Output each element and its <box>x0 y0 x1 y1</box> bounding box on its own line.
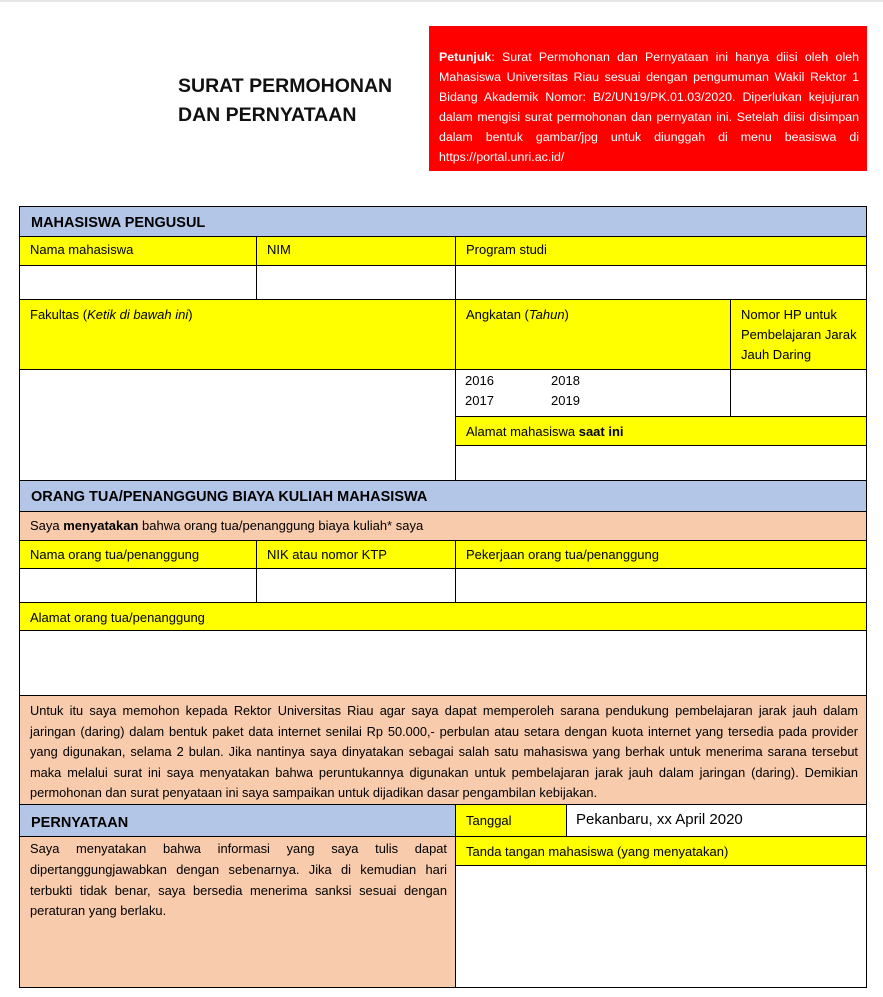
year-option-2018[interactable]: 2018 <box>551 373 580 388</box>
fakultas-label-close: ) <box>188 307 193 322</box>
instruction-box <box>429 26 867 171</box>
tanggal-label: Tanggal <box>455 804 567 837</box>
title-line-1: SURAT PERMOHONAN <box>178 75 393 97</box>
nama-mahasiswa-label: Nama mahasiswa <box>19 236 257 266</box>
statement-pre: Saya <box>30 518 64 533</box>
alamat-mahasiswa-field[interactable] <box>455 445 867 481</box>
nomor-hp-label: Nomor HP untuk Pembelajaran Jarak Jauh Daring <box>730 299 867 370</box>
statement-post: bahwa orang tua/penanggung biaya kuliah* saya <box>138 518 424 533</box>
nim-label: NIM <box>256 236 456 266</box>
angkatan-label-close: ) <box>564 307 569 322</box>
fakultas-label <box>19 299 456 370</box>
year-option-2017[interactable]: 2017 <box>465 393 494 408</box>
nomor-hp-field[interactable] <box>730 369 867 417</box>
nik-field[interactable] <box>256 568 456 603</box>
program-studi-field[interactable] <box>455 265 867 300</box>
angkatan-label-text: Angkatan ( <box>466 307 529 322</box>
tanda-tangan-label: Tanda tangan mahasiswa (yang menyatakan) <box>455 836 867 866</box>
document-title <box>178 72 438 130</box>
top-rule <box>0 0 883 2</box>
alamat-ortu-label: Alamat orang tua/penanggung <box>19 602 867 631</box>
section-header-orang-tua: ORANG TUA/PENANGGUNG BIAYA KULIAH MAHASISWA <box>19 480 867 512</box>
pekerjaan-field[interactable] <box>455 568 867 603</box>
fakultas-hint: Ketik di bawah ini <box>87 307 189 322</box>
section-header-mahasiswa: MAHASISWA PENGUSUL <box>19 206 867 237</box>
angkatan-hint: Tahun <box>528 307 565 322</box>
year-option-2016[interactable]: 2016 <box>465 373 494 388</box>
angkatan-label <box>455 299 731 370</box>
pekerjaan-label: Pekerjaan orang tua/penanggung <box>455 540 867 569</box>
nama-mahasiswa-field[interactable] <box>19 265 257 300</box>
alamat-mahasiswa-bold: saat ini <box>578 424 624 439</box>
signature-area[interactable] <box>455 865 867 988</box>
alamat-mahasiswa-label <box>455 416 867 446</box>
nim-field[interactable] <box>256 265 456 300</box>
program-studi-label: Program studi <box>455 236 867 266</box>
nama-ortu-label: Nama orang tua/penanggung <box>19 540 257 569</box>
nik-label: NIK atau nomor KTP <box>256 540 456 569</box>
title-line-2: DAN PERNYATAAN <box>178 104 357 126</box>
fakultas-field[interactable] <box>19 369 456 481</box>
fakultas-label-text: Fakultas ( <box>30 307 88 322</box>
instruction-text: : Surat Permohonan dan Pernyataan ini hanya diisi oleh oleh Mahasiswa Universitas Riau sesuai dengan pengumuman Wakil Rektor 1 Bidang Akademik Nomor: B/2/UN19/PK.01.03/2020. Diperlukan kejujuran dalam mengisi surat permohonan dan pernyatan ini. Setelah diisi disimpan dalam bentuk gambar/jpg untuk diunggah di menu beasiswa di https://portal.unri.ac.id/ <box>439 50 859 164</box>
alamat-ortu-field[interactable] <box>19 630 867 696</box>
statement-bold: menyatakan <box>63 518 139 533</box>
orang-tua-statement <box>19 511 867 541</box>
request-paragraph: Untuk itu saya memohon kepada Rektor Universitas Riau agar saya dapat memperoleh sarana pendukung pembelajaran jarak jauh dalam jaringan (daring) dalam bentuk paket data internet senilai Rp 50.000,- perbulan atau setara dengan kuota internet yang tersedia pada provider yang digunakan, selama 2 bulan. Jika nantinya saya dinyatakan sebagai salah satu mahasiswa yang berhak untuk menerima sarana tersebut maka melalui surat ini saya menyatakan bahwa peruntukannya digunakan untuk pembelajaran jarak jauh dalam jaringan (daring). Demikian permohonan dan surat penyataan ini saya sampaikan untuk dijadikan dasar pengambilan kebijakan. <box>19 695 867 805</box>
year-option-2019[interactable]: 2019 <box>551 393 580 408</box>
alamat-mahasiswa-label-text: Alamat mahasiswa <box>466 424 579 439</box>
pernyataan-text: Saya menyatakan bahwa informasi yang saya tulis dapat dipertanggungjawabkan dengan sebenarnya. Jika di kemudian hari terbukti tidak benar, saya bersedia menerima sanksi sesuai dengan peraturan yang berlaku. <box>19 836 456 988</box>
section-header-pernyataan: PERNYATAAN <box>19 804 456 837</box>
nama-ortu-field[interactable] <box>19 568 257 603</box>
angkatan-options[interactable] <box>455 369 731 417</box>
instruction-lead: Petunjuk <box>439 50 492 64</box>
tanggal-field[interactable]: Pekanbaru, xx April 2020 <box>566 804 867 837</box>
